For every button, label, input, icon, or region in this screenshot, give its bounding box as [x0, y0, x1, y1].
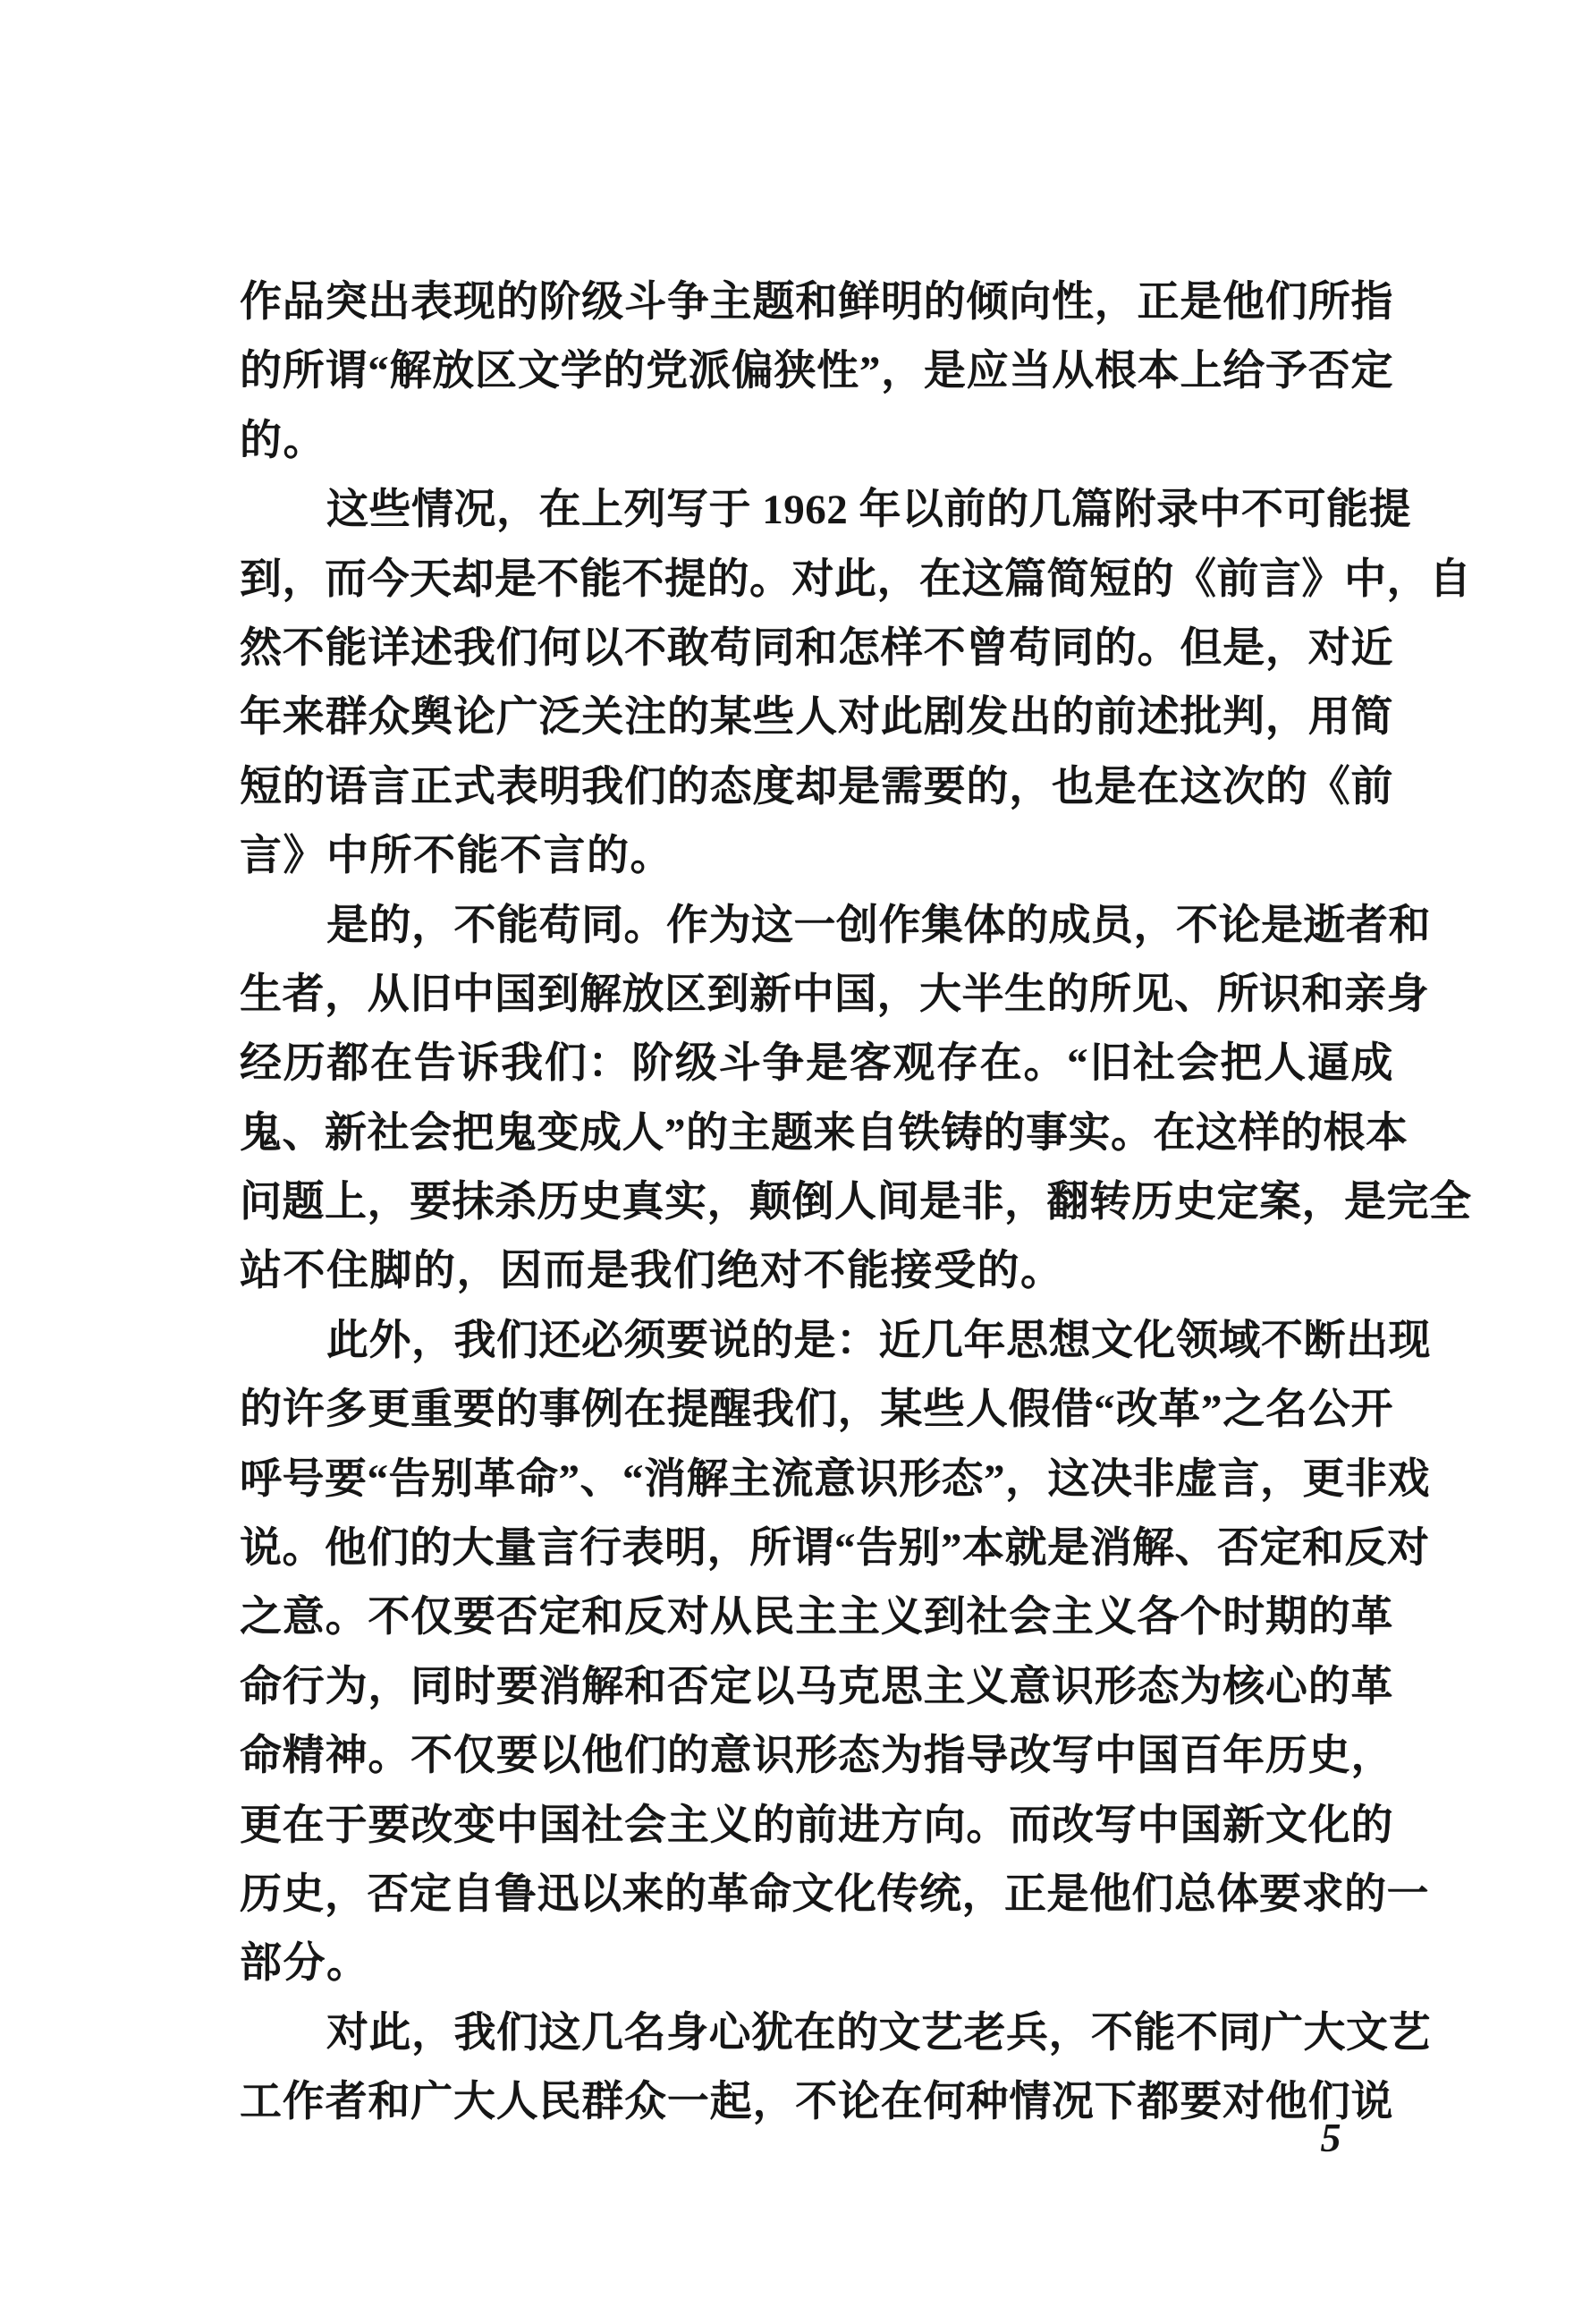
text-line: 说。他们的大量言行表明，所谓“告别”本就是消解、否定和反对 — [240, 1525, 1430, 1573]
text-line: 年来群众舆论广泛关注的某些人对此剧发出的前述批判，用简 — [240, 694, 1393, 742]
text-block — [240, 268, 1472, 2138]
text-line: 的许多更重要的事例在提醒我们，某些人假借“改革”之名公开 — [240, 1387, 1393, 1434]
text-line: 命行为，同时要消解和否定以马克思主义意识形态为核心的革 — [240, 1663, 1393, 1710]
text-line: 鬼、新社会把鬼变成人”的主题来自铁铸的事实。在这样的根本 — [240, 1109, 1409, 1157]
text-line: 更在于要改变中国社会主义的前进方向。而改写中国新文化的 — [240, 1802, 1393, 1849]
page-number: 5 — [1320, 2115, 1341, 2160]
text-line: 对此，我们这几名身心犹在的文艺老兵，不能不同广大文艺 — [326, 2009, 1431, 2057]
text-line: 问题上，要抹杀历史真实，颠倒人间是非，翻转历史定案，是完全 — [240, 1179, 1472, 1226]
text-line: 言》中所不能不言的。 — [240, 833, 673, 880]
text-line: 到，而今天却是不能不提的。对此，在这篇简短的《前言》中，自 — [240, 556, 1472, 603]
text-line: 呼号要“告别革命”、“消解主流意识形态”，这决非虚言，更非戏 — [240, 1455, 1430, 1503]
text-line: 这些情况，在上列写于 1962 年以前的几篇附录中不可能提 — [326, 487, 1411, 534]
text-line: 命精神。不仅要以他们的意识形态为指导改写中国百年历史， — [240, 1733, 1393, 1780]
text-line: 的。 — [240, 417, 326, 464]
text-line: 经历都在告诉我们：阶级斗争是客观存在。“旧社会把人逼成 — [240, 1040, 1393, 1088]
text-line: 部分。 — [240, 1940, 370, 1988]
text-line: 历史，否定自鲁迅以来的革命文化传统，正是他们总体要求的一 — [240, 1870, 1429, 1918]
text-line: 此外，我们还必须要说的是：近几年思想文化领域不断出现 — [326, 1317, 1431, 1364]
text-line: 之意。不仅要否定和反对从民主主义到社会主义各个时期的革 — [240, 1594, 1393, 1641]
text-line: 站不住脚的，因而是我们绝对不能接受的。 — [240, 1248, 1064, 1295]
text-line: 生者，从旧中国到解放区到新中国，大半生的所见、所识和亲身 — [240, 971, 1429, 1018]
text-line: 工作者和广大人民群众一起，不论在何种情况下都要对他们说 — [240, 2079, 1393, 2126]
text-line: 然不能详述我们何以不敢苟同和怎样不曾苟同的。但是，对近 — [240, 624, 1393, 672]
text-line: 短的语言正式表明我们的态度却是需要的，也是在这次的《前 — [240, 763, 1393, 810]
text-line: 的所谓“解放区文学的党派偏狭性”，是应当从根本上给予否定 — [240, 348, 1393, 395]
text-line: 作品突出表现的阶级斗争主题和鲜明的倾向性，正是他们所指 — [240, 279, 1393, 326]
text-line: 是的，不能苟同。作为这一创作集体的成员，不论是逝者和 — [326, 902, 1431, 949]
